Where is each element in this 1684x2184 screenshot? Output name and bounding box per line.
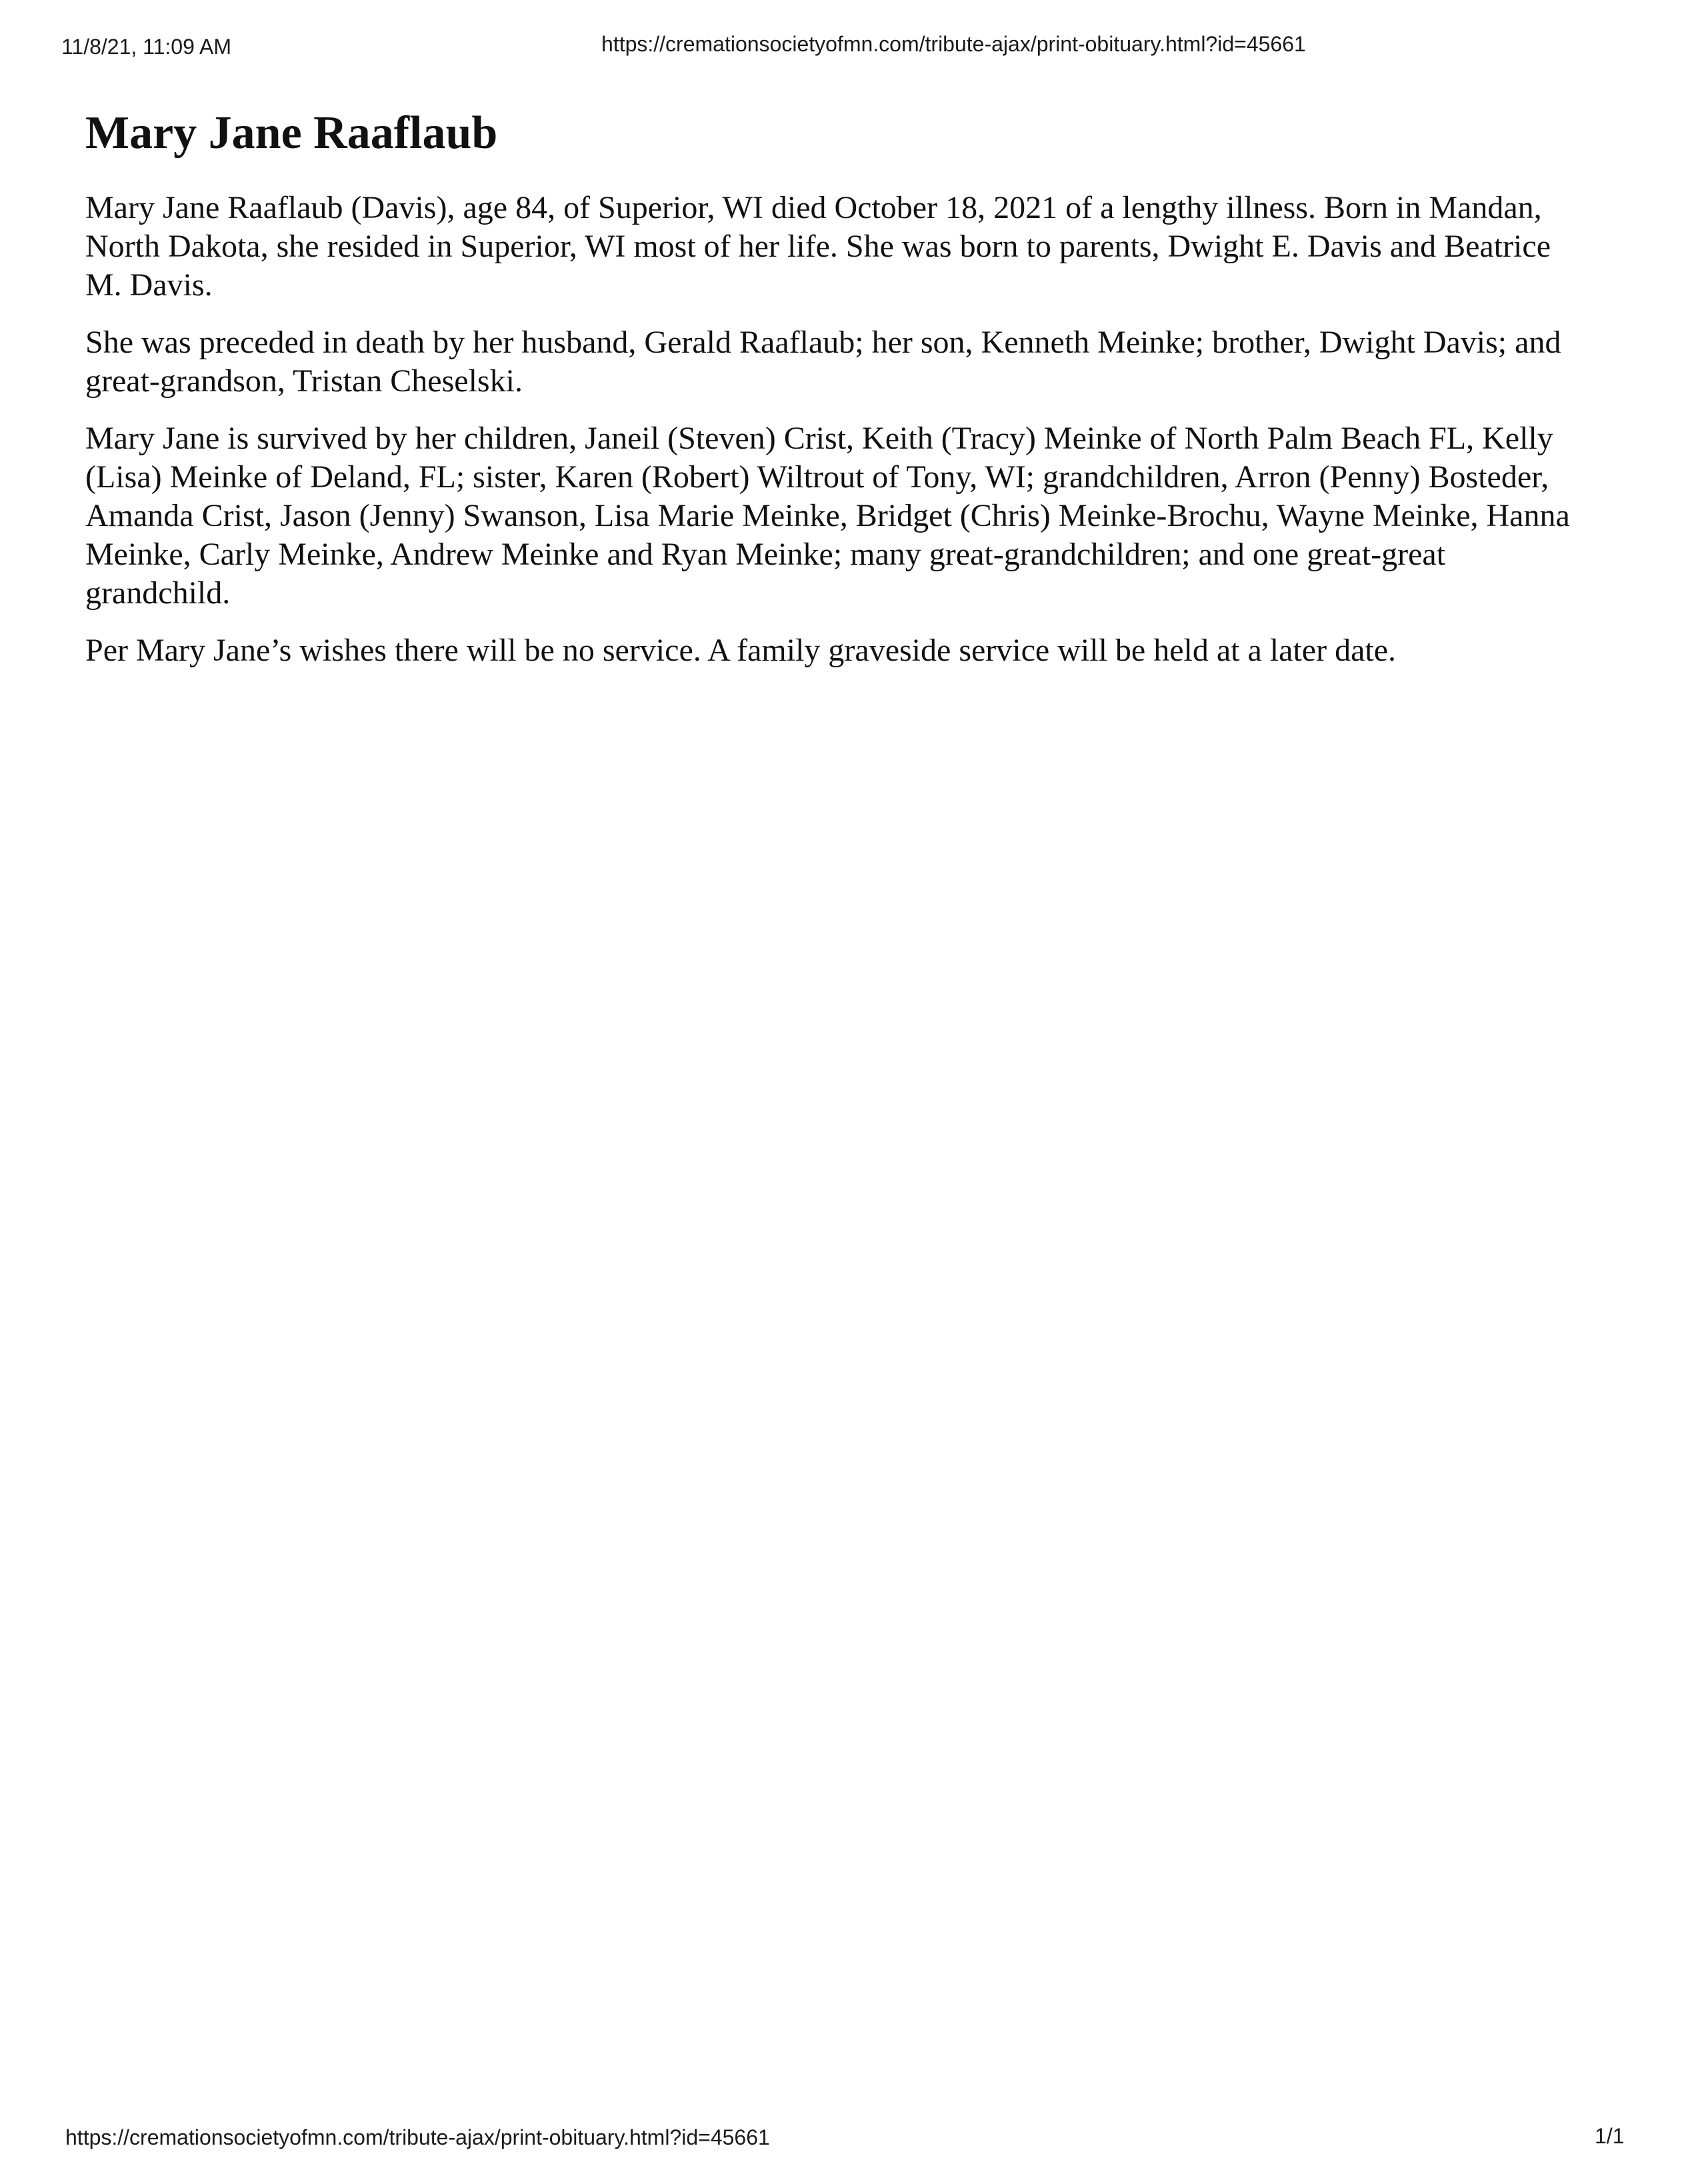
print-header-datetime: 11/8/21, 11:09 AM [61,35,231,59]
obituary-content [85,107,1592,689]
print-footer-url: https://cremationsocietyofmn.com/tribute-ajax/print-obituary.html?id=45661 [65,2125,770,2149]
obituary-paragraph-service: Per Mary Jane’s wishes there will be no service. A family graveside service will be held at a later date. [85,632,1397,668]
obituary-paragraph-preceded-in-death: She was preceded in death by her husband, Gerald Raaflaub; her son, Kenneth Meinke; brother, Dwight Davis; and great-grandson, Tristan Cheselski. [85,324,1561,399]
obituary-paragraph-death-notice: Mary Jane Raaflaub (Davis), age 84, of Superior, WI died October 18, 2021 of a lengthy illness. Born in Mandan, North Dakota, she resided in Superior, WI most of her life. She was born to parents, Dwight E. Davis and Beatrice M. Davis. [85,189,1551,303]
print-footer-page-count: 1/1 [1595,2124,1625,2148]
print-header-url: https://cremationsocietyofmn.com/tribute-ajax/print-obituary.html?id=45661 [601,32,1306,56]
obituary-title: Mary Jane Raaflaub [85,107,498,159]
obituary-paragraph-survived-by: Mary Jane is survived by her children, Janeil (Steven) Crist, Keith (Tracy) Meinke of North Palm Beach FL, Kelly (Lisa) Meinke of Deland, FL; sister, Karen (Robert) Wiltrout of Tony, WI; grandchildren, Arron (Penny) Bosteder, Amanda Crist, Jason (Jenny) Swanson, Lisa Marie Meinke, Bridget (Chris) Meinke-Brochu, Wayne Meinke, Hanna Meinke, Carly Meinke, Andrew Meinke and Ryan Meinke; many great-grandchildren; and one great-great grandchild. [85,420,1570,611]
